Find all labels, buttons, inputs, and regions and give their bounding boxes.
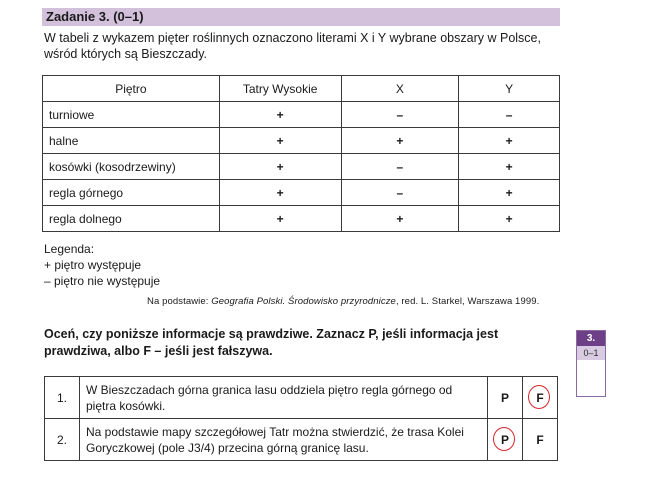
cell-y: + [459,180,560,206]
table-row [43,102,560,128]
col-header-y: Y [459,76,560,102]
table-row [43,128,560,154]
cell-tatry: + [219,154,341,180]
answer-p-option[interactable]: P [488,419,523,461]
statement-row [45,377,558,419]
cell-y: + [459,128,560,154]
zone-name: regla górnego [43,180,220,206]
cell-y: + [459,206,560,232]
score-points: 0–1 [577,346,605,360]
marked-circle [493,427,515,451]
cell-x: + [341,128,459,154]
zone-name: turniowe [43,102,220,128]
cell-x: + [341,206,459,232]
statement-number: 1. [45,377,80,419]
zone-name: kosówki (kosodrzewiny) [43,154,220,180]
legend [44,241,160,289]
cell-y: – [459,102,560,128]
cell-tatry: + [219,102,341,128]
cell-x: – [341,180,459,206]
task-title: Zadanie 3. (0–1) [46,9,144,24]
instruction: Oceń, czy poniższe informacje są prawdziwe. Zaznacz P, jeśli informacja jest prawdziwa, albo F – jeśli jest fałszywa. [44,327,499,358]
answer-f-option[interactable]: F [523,419,558,461]
cell-tatry: + [219,128,341,154]
legend-title: Legenda: [44,242,95,256]
score-box [576,330,606,397]
score-input-box[interactable] [577,360,605,396]
table-header-row [43,76,560,102]
score-task-number: 3. [577,331,605,346]
source-prefix: Na podstawie: [147,296,212,307]
statement-text: W Bieszczadach górna granica lasu oddziela piętro regla górnego od piętra kosówki. [80,377,488,419]
legend-plus: + piętro występuje [44,258,142,272]
col-header-zone: Piętro [43,76,220,102]
table-row [43,180,560,206]
col-header-x: X [341,76,459,102]
cell-tatry: + [219,206,341,232]
col-header-tatry: Tatry Wysokie [219,76,341,102]
table-row [43,206,560,232]
cell-y: + [459,154,560,180]
statement-text: Na podstawie mapy szczegółowej Tatr można stwierdzić, że trasa Kolei Goryczkowej (pole J3/4) przecina górną granicę lasu. [80,419,488,461]
table-row [43,154,560,180]
legend-minus: – piętro nie występuje [44,274,161,288]
source-suffix: , red. L. Starkel, Warszawa 1999. [395,296,540,307]
statements-table [44,376,558,461]
zone-name: regla dolnego [43,206,220,232]
statement-row [45,419,558,461]
cell-x: – [341,154,459,180]
source-note [147,296,539,307]
task-intro: W tabeli z wykazem pięter roślinnych oznaczono literami X i Y wybrane obszary w Polsce, wśród których są Bieszczady. [44,31,541,61]
answer-f-option[interactable]: F [523,377,558,419]
source-title: Geografia Polski. Środowisko przyrodnicze [211,296,396,307]
cell-x: – [341,102,459,128]
cell-tatry: + [219,180,341,206]
marked-circle [528,385,550,409]
zone-name: halne [43,128,220,154]
answer-p-option[interactable]: P [488,377,523,419]
statement-number: 2. [45,419,80,461]
vegetation-zones-table [42,75,560,232]
